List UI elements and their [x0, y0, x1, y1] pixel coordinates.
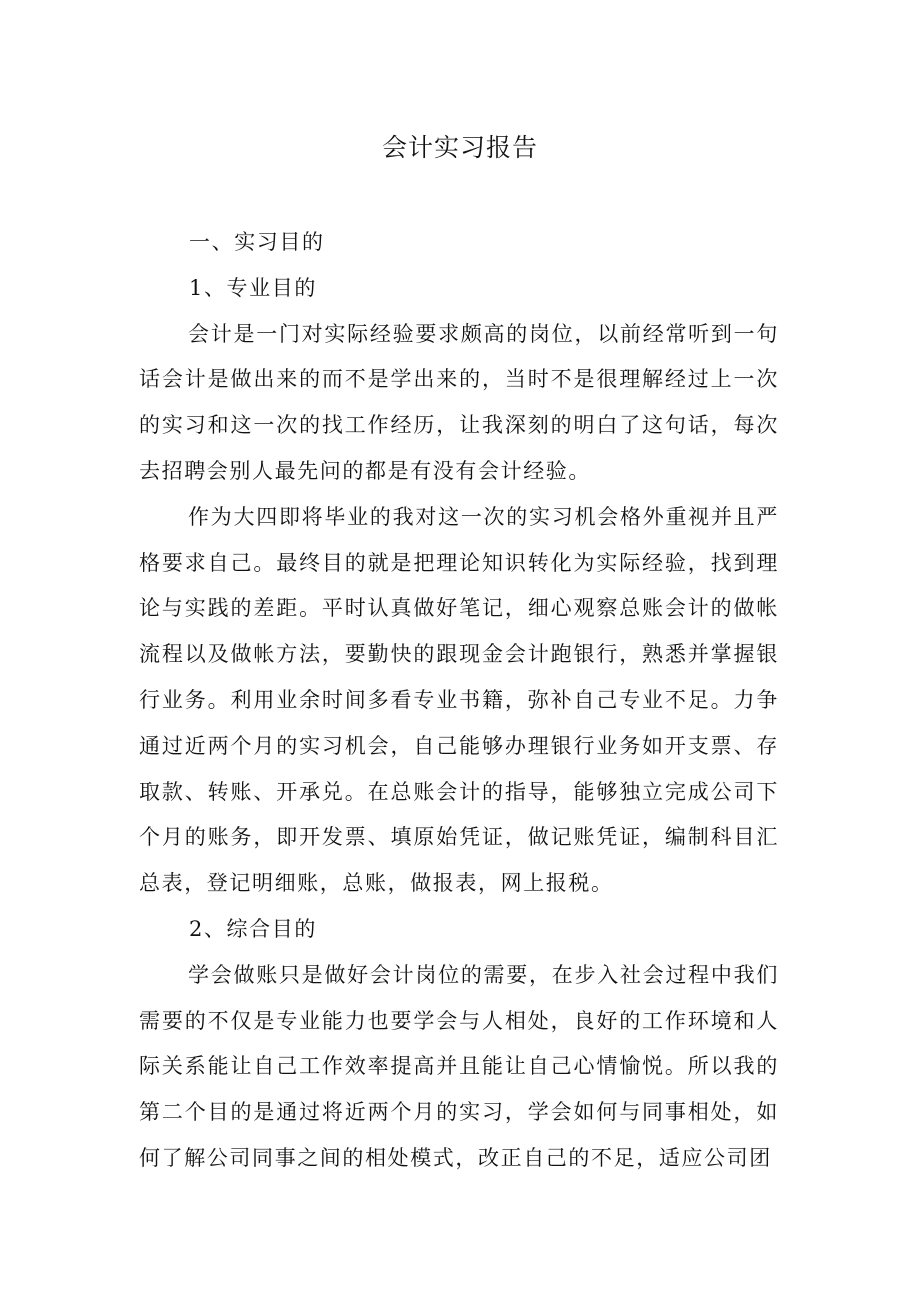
- paragraph-senior-internship-goals: 作为大四即将毕业的我对这一次的实习机会格外重视并且严格要求自己。最终目的就是把理论知识转化为实际经验，找到理论与实践的差距。平时认真做好笔记，细心观察总账会计的做帐流程以及做帐方法，要勤快的跟现金会计跑银行，熟悉并掌握银行业务。利用业余时间多看专业书籍，弥补自己专业不足。力争通过近两个月的实习机会，自己能够办理银行业务如开支票、存取款、转账、开承兑。在总账会计的指导，能够独立完成公司下个月的账务，即开发票、填原始凭证，做记账凭证，编制科目汇总表，登记明细账，总账，做报表，网上报税。: [139, 504, 779, 896]
- paragraph-accounting-experience: 会计是一门对实际经验要求颇高的岗位，以前经常听到一句话会计是做出来的而不是学出来的，当时不是很理解经过上一次的实习和这一次的找工作经历，让我深刻的明白了这句话，每次去招聘会别人最先问的都是有没有会计经验。: [139, 321, 779, 483]
- paragraph-interpersonal-goals: 学会做账只是做好会计岗位的需要，在步入社会过程中我们需要的不仅是专业能力也要学会与人相处，良好的工作环境和人际关系能让自己工作效率提高并且能让自己心情愉悦。所以我的第二个目的是通过将近两个月的实习，学会如何与同事相处，如何了解公司同事之间的相处模式，改正自己的不足，适应公司团: [139, 962, 779, 1170]
- document-body: [139, 220, 779, 1182]
- document-title: 会计实习报告: [381, 133, 538, 162]
- section-heading-internship-purpose: 一、实习目的: [189, 230, 325, 254]
- subsection-heading-professional-purpose: 1、专业目的: [189, 275, 317, 300]
- subsection-heading-comprehensive-purpose: 2、综合目的: [189, 916, 317, 941]
